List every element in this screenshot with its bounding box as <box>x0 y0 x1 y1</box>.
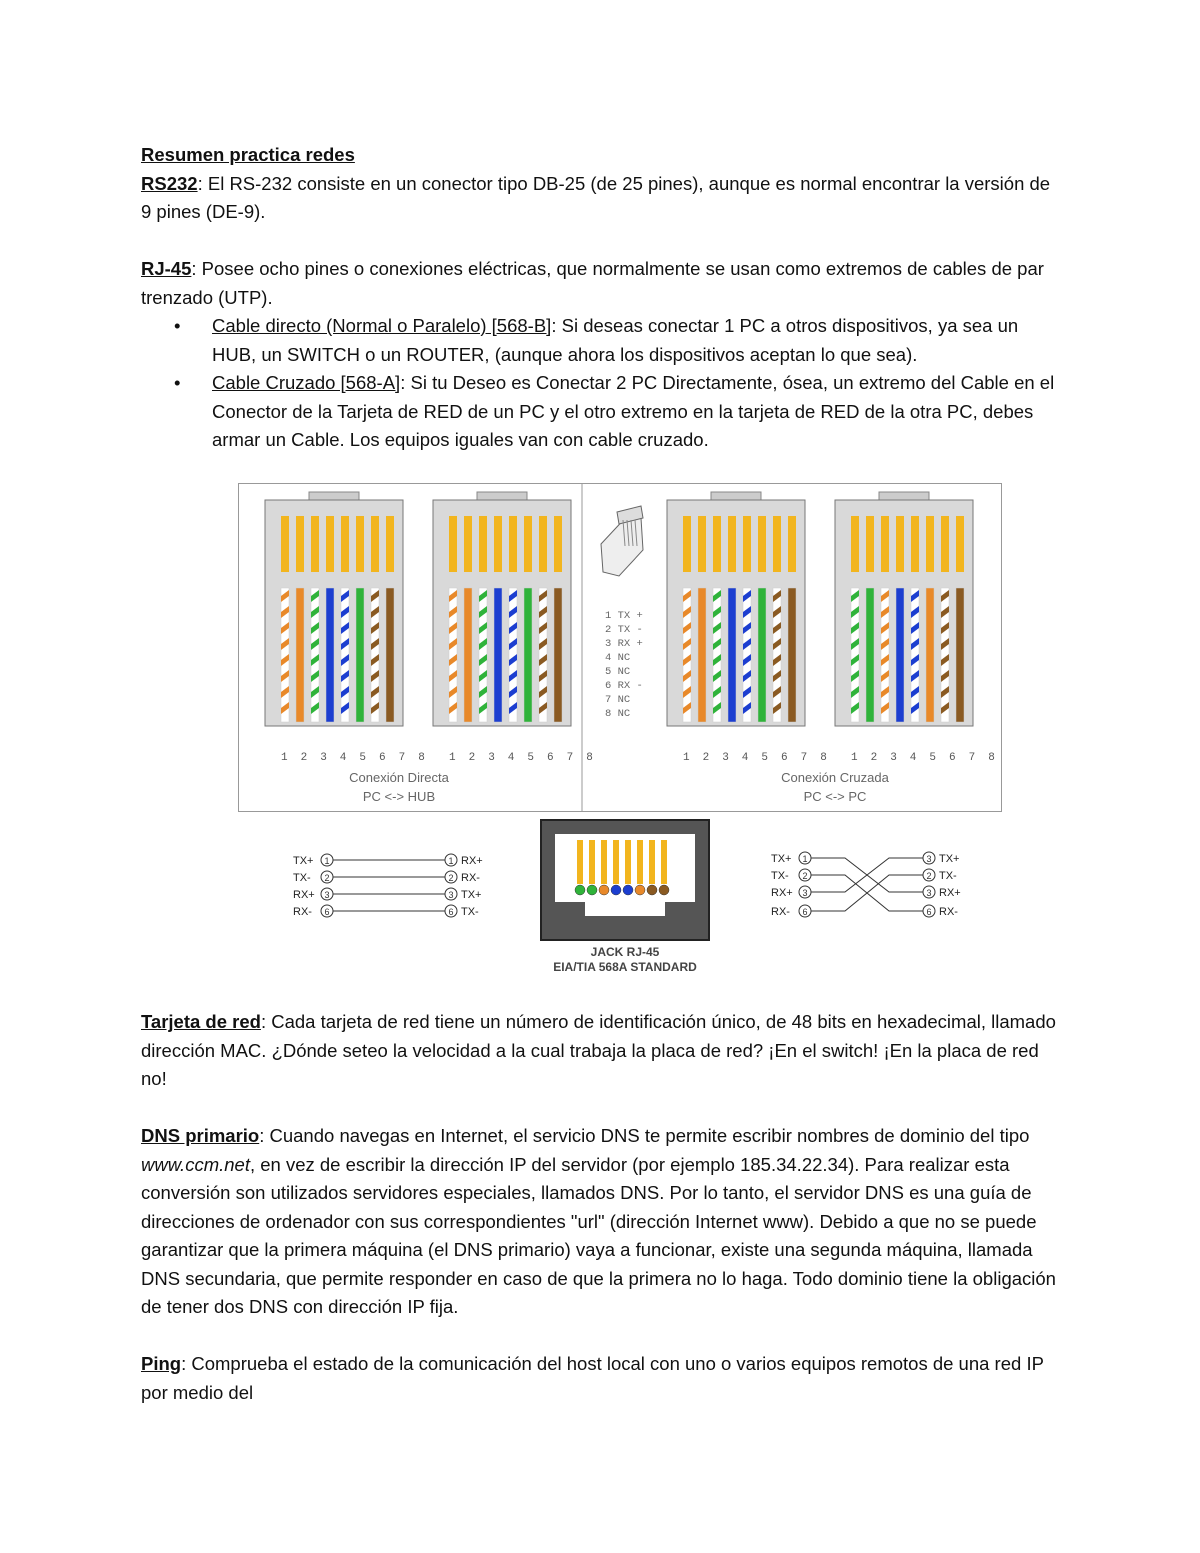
direct-caption-sub: PC <-> HUB <box>362 789 436 804</box>
jack-pinout-diagram <box>285 818 985 978</box>
pin-number: 2 <box>324 873 330 883</box>
pinout-item: 1 TX + <box>605 610 643 622</box>
gold-contact <box>449 516 457 572</box>
gold-contact <box>479 516 487 572</box>
pin-number: 6 <box>448 907 454 917</box>
lower-text <box>141 1008 1061 1407</box>
right-signal-label: TX- <box>461 906 479 918</box>
jack-contact <box>637 840 643 884</box>
gold-contact <box>698 516 706 572</box>
pin-numbers: 1 2 3 4 5 6 7 8 <box>449 752 597 764</box>
pin-numbers: 1 2 3 4 5 6 7 8 <box>851 752 999 764</box>
jack-standard-label: EIA/TIA 568A STANDARD <box>553 960 697 974</box>
gold-contact <box>509 516 517 572</box>
jack-contact <box>577 840 583 884</box>
gold-contact <box>788 516 796 572</box>
connector-direct-a <box>265 492 428 764</box>
page-title: Resumen practica redes <box>141 144 355 165</box>
pin-number: 1 <box>324 856 330 866</box>
gold-contact <box>326 516 334 572</box>
jack-pin-dot <box>599 885 609 895</box>
wire <box>788 588 796 722</box>
jack-pin-dot <box>623 885 633 895</box>
gold-contact <box>524 516 532 572</box>
pinout-item: 8 NC <box>605 708 631 720</box>
gold-contact <box>386 516 394 572</box>
right-signal-label: RX- <box>939 906 958 918</box>
pinout-item: 2 TX - <box>605 624 643 636</box>
pin-numbers: 1 2 3 4 5 6 7 8 <box>683 752 831 764</box>
right-signal-label: TX+ <box>461 889 482 901</box>
rj45-plug-icon <box>601 506 643 576</box>
pin-number: 6 <box>926 907 932 917</box>
jack-pin-dot <box>587 885 597 895</box>
tarjeta-paragraph: Tarjeta de red: Cada tarjeta de red tiene un número de identificación único, de 48 bits en hexadecimal, llamado dirección MAC. ¿Dónde seteo la velocidad a la cual trabaja la placa de red? ¡En el switch! ¡En la placa de red no! <box>141 1011 1056 1089</box>
pinout-item: 3 RX + <box>605 638 643 650</box>
gold-contact <box>851 516 859 572</box>
jack-pin-dot <box>647 885 657 895</box>
list-item: • Cable directo (Normal o Paralelo) [568-B]: Si deseas conectar 1 PC a otros dispositivos, ya sea un HUB, un SWITCH o un ROUTER, (aunque ahora los dispositivos aceptan lo que sea). <box>212 312 1061 369</box>
dns-paragraph: DNS primario: Cuando navegas en Internet, el servicio DNS te permite escribir nombres de dominio del tipo www.ccm.net, en vez de escribir la dirección IP del servidor (por ejemplo 185.34.22.34). Para realizar esta conversión son utilizados servidores especiales, llamados DNS. Por lo tanto, el servidor DNS es una guía de direcciones de ordenador con sus correspondientes "url" (dirección Internet www). Debido a que no se puede garantizar que la primera máquina (el DNS primario) vaya a funcionar, existe una segunda máquina, llamada DNS secundaria, que permite responder en caso de que la primera no lo haga. Todo dominio tiene la obligación de tener dos DNS con dirección IP fija. <box>141 1125 1056 1317</box>
gold-contact <box>728 516 736 572</box>
connector-direct-b <box>433 492 596 764</box>
pin-number: 1 <box>802 854 808 864</box>
pin-number: 3 <box>926 854 932 864</box>
rj45-jack-figure <box>285 818 985 978</box>
pinout-item: 6 RX - <box>605 680 643 692</box>
connector-cross-b <box>835 492 998 764</box>
wire <box>866 588 874 722</box>
jack-pin-dot <box>611 885 621 895</box>
right-signal-label: TX+ <box>939 853 960 865</box>
gold-contact <box>494 516 502 572</box>
left-signal-label: TX+ <box>293 855 314 867</box>
cross-caption: Conexión Cruzada <box>781 770 889 785</box>
gold-contact <box>713 516 721 572</box>
pin-number: 6 <box>802 907 808 917</box>
rs232-paragraph: RS232: El RS-232 consiste en un conector tipo DB-25 (de 25 pines), aunque es normal encontrar la versión de 9 pines (DE-9). <box>141 172 1051 222</box>
wire <box>296 588 304 722</box>
pinout-item: 4 NC <box>605 652 631 664</box>
gold-contact <box>866 516 874 572</box>
left-signal-label: TX+ <box>771 853 792 865</box>
left-signal-label: TX- <box>771 870 789 882</box>
wire <box>524 588 532 722</box>
wire <box>758 588 766 722</box>
gold-contact <box>758 516 766 572</box>
gold-contact <box>464 516 472 572</box>
pin-number: 2 <box>802 871 808 881</box>
gold-contact <box>773 516 781 572</box>
rj45-wiring-diagram <box>239 484 1001 811</box>
cable-list <box>141 312 1061 455</box>
gold-contact <box>881 516 889 572</box>
pin-number: 3 <box>926 888 932 898</box>
gold-contact <box>341 516 349 572</box>
jack-contact <box>649 840 655 884</box>
jack-pin-dot <box>659 885 669 895</box>
list-item: • Cable Cruzado [568-A]: Si tu Deseo es Conectar 2 PC Directamente, ósea, un extremo del Cable en el Conector de la Tarjeta de RED de un PC y el otro extremo en la tarjeta de RED de la otra PC, debes armar un Cable. Los equipos iguales van con cable cruzado. <box>212 369 1061 455</box>
right-signal-label: TX- <box>939 870 957 882</box>
gold-contact <box>356 516 364 572</box>
wire <box>326 588 334 722</box>
jack-contact <box>661 840 667 884</box>
gold-contact <box>911 516 919 572</box>
wire <box>386 588 394 722</box>
jack-contact <box>613 840 619 884</box>
right-signal-label: RX+ <box>461 855 483 867</box>
wire <box>896 588 904 722</box>
pin-number: 2 <box>926 871 932 881</box>
pin-number: 6 <box>324 907 330 917</box>
jack-pin-dot <box>575 885 585 895</box>
gold-contact <box>296 516 304 572</box>
gold-contact <box>743 516 751 572</box>
wire <box>464 588 472 722</box>
ping-paragraph: Ping: Comprueba el estado de la comunicación del host local con uno o varios equipos remotos de una red IP por medio del <box>141 1353 1044 1403</box>
jack-contact <box>601 840 607 884</box>
gold-contact <box>311 516 319 572</box>
jack-contact <box>589 840 595 884</box>
crossover-line <box>811 875 923 911</box>
left-signal-label: RX- <box>771 906 790 918</box>
rj45-paragraph: RJ-45: Posee ocho pines o conexiones eléctricas, que normalmente se usan como extremos de cables de par trenzado (UTP). <box>141 258 1044 308</box>
bullet-icon: • <box>174 315 181 336</box>
right-signal-label: RX- <box>461 872 480 884</box>
gold-contact <box>896 516 904 572</box>
rj45-wiring-figure <box>238 483 1002 812</box>
cross-caption-sub: PC <-> PC <box>803 789 867 804</box>
pin-number: 3 <box>324 890 330 900</box>
left-signal-label: RX+ <box>293 889 315 901</box>
wire <box>494 588 502 722</box>
wire <box>728 588 736 722</box>
wire <box>926 588 934 722</box>
jack-contact <box>625 840 631 884</box>
left-signal-label: RX+ <box>771 887 793 899</box>
direct-caption: Conexión Directa <box>349 770 449 785</box>
connector-cross-a <box>667 492 830 764</box>
right-signal-label: RX+ <box>939 887 961 899</box>
wire <box>554 588 562 722</box>
dns-example-link[interactable]: www.ccm.net <box>141 1153 250 1175</box>
gold-contact <box>683 516 691 572</box>
wire <box>356 588 364 722</box>
document-body <box>141 141 1061 455</box>
left-signal-label: RX- <box>293 906 312 918</box>
pin-number: 3 <box>448 890 454 900</box>
bullet-icon: • <box>174 372 181 393</box>
jack-pin-dot <box>635 885 645 895</box>
left-signal-label: TX- <box>293 872 311 884</box>
gold-contact <box>539 516 547 572</box>
gold-contact <box>371 516 379 572</box>
gold-contact <box>941 516 949 572</box>
pin-number: 1 <box>448 856 454 866</box>
pin-number: 3 <box>802 888 808 898</box>
pinout-item: 5 NC <box>605 666 631 678</box>
pin-numbers: 1 2 3 4 5 6 7 8 <box>281 752 429 764</box>
gold-contact <box>554 516 562 572</box>
jack-label: JACK RJ-45 <box>590 945 660 959</box>
wire <box>956 588 964 722</box>
pin-number: 2 <box>448 873 454 883</box>
wire <box>698 588 706 722</box>
gold-contact <box>956 516 964 572</box>
gold-contact <box>281 516 289 572</box>
gold-contact <box>926 516 934 572</box>
pinout-item: 7 NC <box>605 694 631 706</box>
